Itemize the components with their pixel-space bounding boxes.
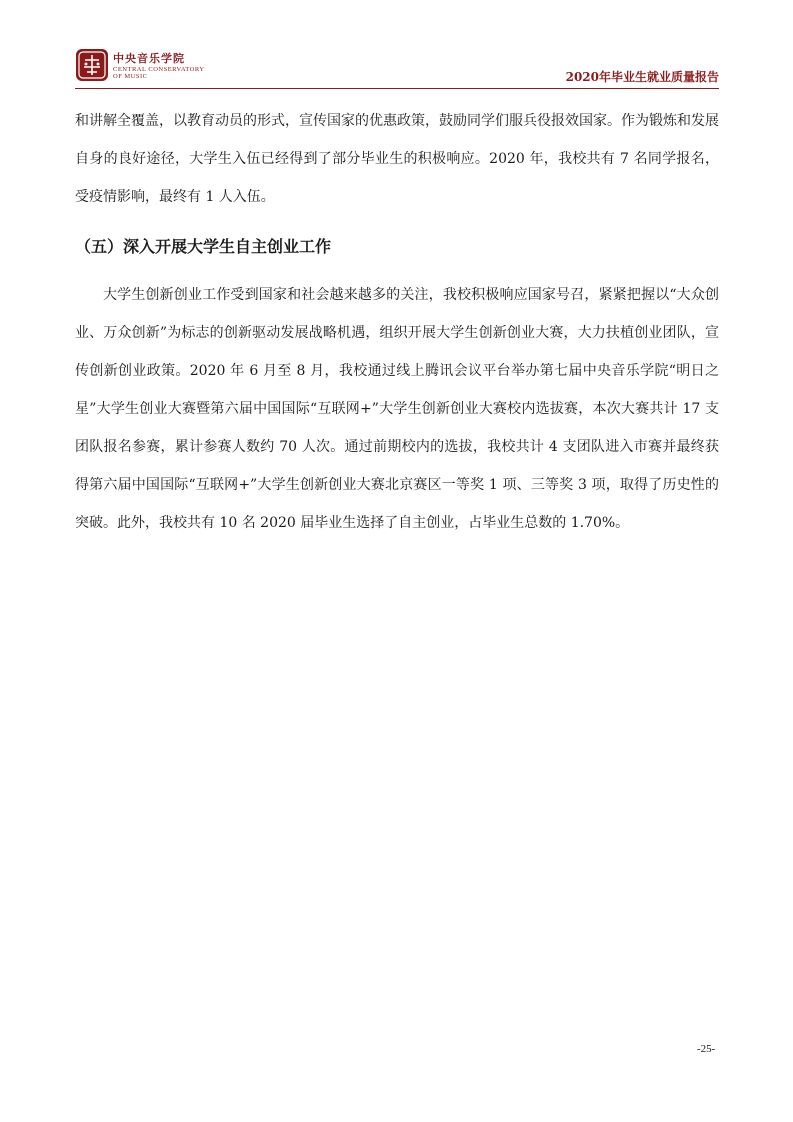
page-header — [75, 48, 719, 96]
page-content — [75, 102, 719, 542]
page-number: -25- — [697, 1043, 716, 1055]
section-heading: （五）深入开展大学生自主创业工作 — [75, 237, 332, 256]
conservatory-name-en-line1: CENTRAL CONSERVATORY — [113, 66, 205, 73]
paragraph-enlistment: 和讲解全覆盖，以教育动员的形式，宣传国家的优惠政策，鼓励同学们服兵役报效国家。作为锻炼和发展自身的良好途径，大学生入伍已经得到了部分毕业生的积极响应。2020 年，我校共有 7 名同学报名，受疫情影响，最终有 1 人入伍。 — [75, 113, 719, 205]
header-divider — [75, 88, 719, 89]
conservatory-name — [113, 50, 205, 80]
conservatory-name-en-line2: OF MUSIC — [113, 73, 148, 80]
conservatory-logo-icon — [75, 48, 109, 82]
conservatory-name-cn: 中央音乐学院 — [113, 52, 185, 65]
report-title: 2020年毕业生就业质量报告 — [565, 70, 719, 84]
paragraph-entrepreneurship: 大学生创新创业工作受到国家和社会越来越多的关注，我校积极响应国家号召，紧紧把握以“大众创业、万众创新”为标志的创新驱动发展战略机遇，组织开展大学生创新创业大赛，大力扶植创业团队，宣传创新创业政策。2020 年 6 月至 8 月，我校通过线上腾讯会议平台举办第七届中央音乐学院“明日之星”大学生创业大赛暨第六届中国国际“互联网+”大学生创新创业大赛校内选拔赛，本次大赛共计 17 支团队报名参赛，累计参赛人数约 70 人次。通过前期校内的选拔，我校共计 4 支团队进入市赛并最终获得第六届中国国际“互联网+”大学生创新创业大赛北京赛区一等奖 1 项、三等奖 3 项，取得了历史性的突破。此外，我校共有 10 名 2020 届毕业生选择了自主创业，占毕业生总数的 1.70%。 — [75, 287, 719, 531]
